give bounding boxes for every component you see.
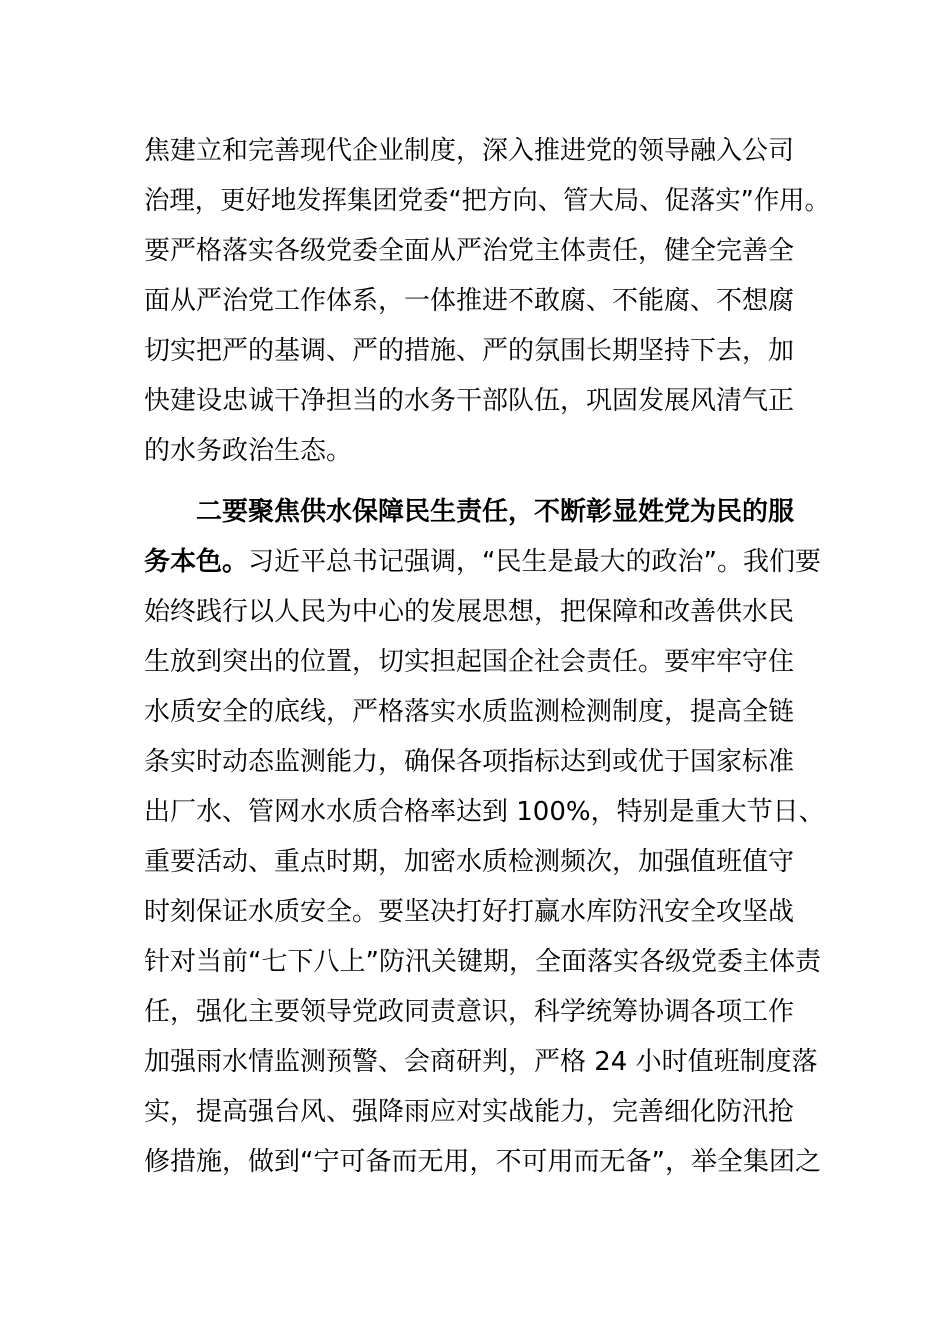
paragraph1-line-5: 切实把严的基调、严的措施、严的氛围长期坚持下去，加 — [144, 336, 795, 366]
paragraph1-line-2: 治理，更好地发挥集团党委“把方向、管大局、促落实”作用。 — [144, 186, 830, 216]
paragraph2-line-10: 针对当前“七下八上”防汛关键期，全面落实各级党委主体责 — [144, 947, 821, 977]
paragraph2-line-4: 生放到突出的位置，切实担起国企社会责任。要牢牢守住 — [144, 647, 795, 677]
paragraph2-line-13: 实，提高强台风、强降雨应对实战能力，完善细化防汛抢 — [144, 1097, 795, 1127]
paragraph2-line-12: 加强雨水情监测预警、会商研判，严格 24 小时值班制度落 — [144, 1047, 818, 1077]
paragraph2-line-9: 时刻保证水质安全。要坚决打好打赢水库防汛安全攻坚战 — [144, 897, 795, 927]
paragraph2-line-14: 修措施，做到“宁可备而无用，不可用而无备”，举全集团之 — [144, 1147, 821, 1177]
paragraph2-line-2-text: 习近平总书记强调，“民生是最大的政治”。我们要 — [248, 547, 821, 577]
paragraph2-line-8: 重要活动、重点时期，加密水质检测频次，加强值班值守 — [144, 847, 795, 877]
paragraph2-line-6: 条实时动态监测能力，确保各项指标达到或优于国家标准 — [144, 747, 795, 777]
paragraph2-heading-end: 务本色。 — [144, 547, 249, 577]
paragraph2-line-11: 任，强化主要领导党政同责意识，科学统筹协调各项工作 — [144, 997, 795, 1027]
paragraph1-line-3: 要严格落实各级党委全面从严治党主体责任，健全完善全 — [144, 236, 795, 266]
paragraph1-line-1: 焦建立和完善现代企业制度，深入推进党的领导融入公司 — [144, 136, 795, 166]
paragraph1-line-4: 面从严治党工作体系，一体推进不敢腐、不能腐、不想腐 — [144, 286, 795, 316]
paragraph2-line-3: 始终践行以人民为中心的发展思想，把保障和改善供水民 — [144, 597, 795, 627]
paragraph2-line-7: 出厂水、管网水水质合格率达到 100%，特别是重大节日、 — [144, 797, 825, 827]
paragraph2-heading-line-1: 二要聚焦供水保障民生责任，不断彰显姓党为民的服 — [196, 497, 795, 527]
paragraph1-line-7: 的水务政治生态。 — [144, 436, 353, 466]
paragraph2-line-2 — [144, 544, 821, 580]
paragraph1-line-6: 快建设忠诚干净担当的水务干部队伍，巩固发展风清气正 — [144, 386, 795, 416]
paragraph2-line-5: 水质安全的底线，严格落实水质监测检测制度，提高全链 — [144, 697, 795, 727]
